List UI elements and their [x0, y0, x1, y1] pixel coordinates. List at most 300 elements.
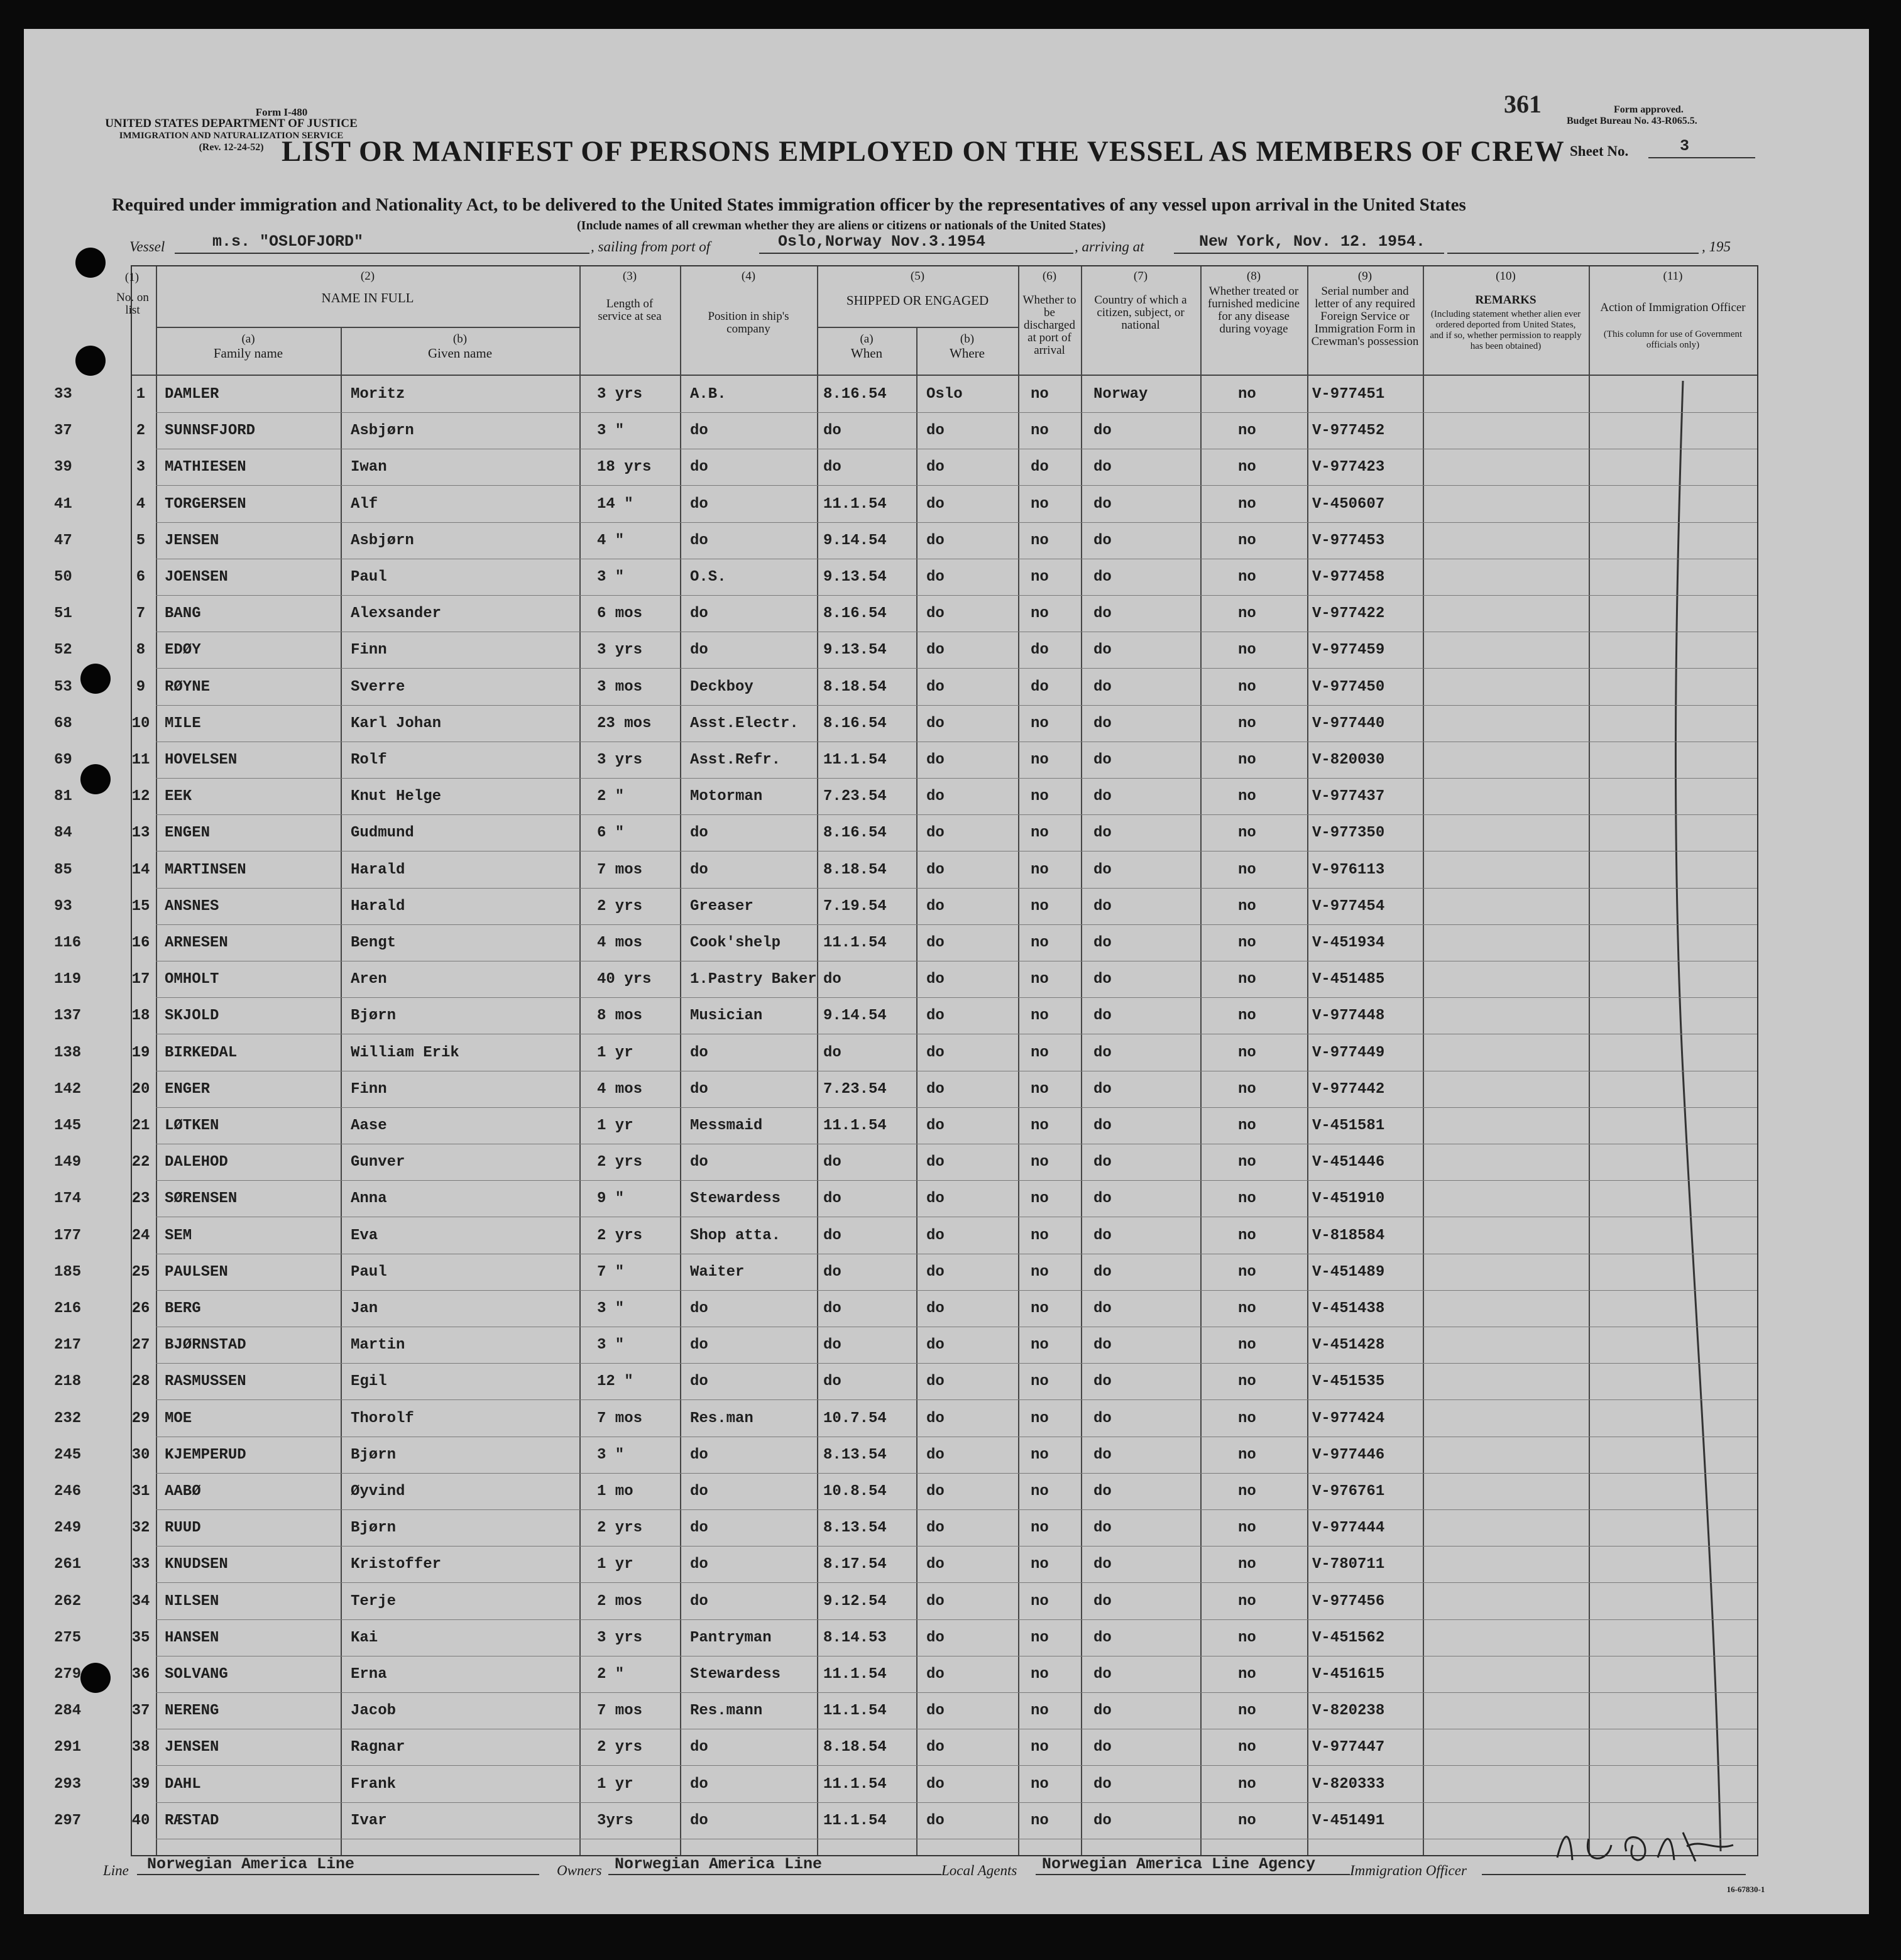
cell-med: no: [1238, 1300, 1256, 1317]
cell-fam: HANSEN: [165, 1629, 219, 1646]
margin-number: 84: [54, 824, 72, 842]
cell-pos: do: [690, 495, 708, 513]
cell-pos: do: [690, 1446, 708, 1464]
cell-len: 2 yrs: [597, 1227, 643, 1244]
cell-ser: V-451615: [1312, 1666, 1385, 1683]
margin-number: 52: [54, 642, 72, 659]
table-row: [54, 1730, 1757, 1766]
cell-n: 37: [131, 1702, 150, 1720]
cell-fam: TORGERSEN: [165, 495, 246, 513]
page-number: 361: [1504, 90, 1542, 118]
col2a-number: (a): [241, 332, 255, 346]
cell-giv: Moritz: [351, 386, 405, 403]
table-row: [54, 413, 1757, 450]
table-row: [54, 1511, 1757, 1547]
arriving-value: New York, Nov. 12. 1954.: [1199, 233, 1426, 251]
vessel-underline: [175, 253, 589, 254]
cell-pos: do: [690, 861, 708, 879]
cell-ser: V-977442: [1312, 1080, 1385, 1098]
row-divider: [156, 595, 1757, 596]
cell-med: no: [1238, 1117, 1256, 1134]
cell-med: no: [1238, 569, 1256, 586]
cell-med: no: [1238, 1410, 1256, 1427]
cell-pos: do: [690, 1483, 708, 1500]
cell-n: 24: [131, 1227, 150, 1244]
cell-med: no: [1238, 1519, 1256, 1537]
table-row: [54, 999, 1757, 1035]
cell-ser: V-976113: [1312, 861, 1385, 879]
cell-ctry: do: [1093, 1227, 1112, 1244]
cell-pos: A.B.: [690, 386, 726, 403]
cell-n: 1: [136, 386, 146, 403]
cell-where: do: [926, 1739, 945, 1756]
col7-number: (7): [1133, 270, 1148, 283]
col8-number: (8): [1246, 270, 1261, 283]
cell-ser: V-451934: [1312, 934, 1385, 951]
cell-len: 7 mos: [597, 861, 643, 879]
footer-code: 16-67830-1: [1726, 1885, 1765, 1894]
cell-fam: MILE: [165, 714, 201, 732]
cell-giv: Sverre: [351, 678, 405, 696]
cell-fam: DAHL: [165, 1775, 201, 1793]
cell-where: do: [926, 1117, 945, 1134]
table-row: [54, 816, 1757, 852]
sheet-value: 3: [1680, 137, 1690, 155]
row-divider: [156, 997, 1757, 998]
cell-ser: V-451535: [1312, 1373, 1385, 1391]
cell-when: 8.16.54: [823, 714, 887, 732]
margin-number: 137: [54, 1007, 82, 1025]
table-row: [54, 706, 1757, 743]
cell-med: no: [1238, 1227, 1256, 1244]
cell-when: 8.13.54: [823, 1519, 887, 1537]
cell-ctry: do: [1093, 861, 1112, 879]
cell-dis: no: [1031, 569, 1049, 586]
cell-ctry: do: [1093, 788, 1112, 806]
cell-ser: V-977437: [1312, 788, 1385, 806]
cell-ser: V-976761: [1312, 1483, 1385, 1500]
cell-ctry: do: [1093, 897, 1112, 915]
margin-number: 261: [54, 1556, 82, 1574]
row-divider: [156, 522, 1757, 523]
cell-ctry: Norway: [1093, 386, 1148, 403]
cell-ctry: do: [1093, 1080, 1112, 1098]
cell-n: 17: [131, 971, 150, 988]
vessel-label: Vessel: [129, 239, 165, 255]
table-row: [54, 889, 1757, 926]
cell-len: 3 ": [597, 1446, 625, 1464]
cell-giv: Erna: [351, 1666, 387, 1683]
cell-where: do: [926, 1702, 945, 1720]
cell-ser: V-977424: [1312, 1410, 1385, 1427]
cell-when: do: [823, 1190, 841, 1208]
margin-number: 53: [54, 678, 72, 696]
cell-med: no: [1238, 714, 1256, 732]
cell-len: 23 mos: [597, 714, 652, 732]
cell-fam: PAULSEN: [165, 1263, 228, 1281]
cell-when: 9.13.54: [823, 569, 887, 586]
cell-dis: no: [1031, 1519, 1049, 1537]
row-divider: [156, 1546, 1757, 1547]
cell-ctry: do: [1093, 1702, 1112, 1720]
cell-n: 8: [136, 642, 146, 659]
cell-fam: RUUD: [165, 1519, 201, 1537]
cell-giv: Asbjørn: [351, 422, 414, 440]
table-row: [54, 853, 1757, 889]
cell-pos: Stewardess: [690, 1190, 781, 1208]
cell-n: 9: [136, 678, 146, 696]
sailing-underline: [759, 253, 1073, 254]
table-row: [54, 670, 1757, 706]
cell-fam: MATHIESEN: [165, 459, 246, 476]
cell-giv: Martin: [351, 1337, 405, 1354]
cell-ser: V-818584: [1312, 1227, 1385, 1244]
cell-ser: V-977459: [1312, 642, 1385, 659]
officer-underline: [1482, 1874, 1746, 1875]
margin-number: 69: [54, 752, 72, 769]
cell-ctry: do: [1093, 422, 1112, 440]
cell-len: 7 ": [597, 1263, 625, 1281]
cell-ctry: do: [1093, 1263, 1112, 1281]
cell-when: 9.12.54: [823, 1592, 887, 1610]
cell-med: no: [1238, 1556, 1256, 1574]
cell-med: no: [1238, 386, 1256, 403]
cell-ctry: do: [1093, 642, 1112, 659]
cell-n: 16: [131, 934, 150, 951]
agents-value: Norwegian America Line Agency: [1042, 1855, 1316, 1873]
col4-header: Position in ship's company: [708, 310, 789, 336]
cell-med: no: [1238, 1337, 1256, 1354]
cell-when: 9.13.54: [823, 642, 887, 659]
cell-fam: BIRKEDAL: [165, 1044, 238, 1061]
table-row: [54, 1364, 1757, 1401]
col2b-header: Given name: [427, 346, 493, 361]
cell-dis: no: [1031, 532, 1049, 549]
cell-when: 8.16.54: [823, 605, 887, 623]
cell-med: no: [1238, 678, 1256, 696]
cell-when: 11.1.54: [823, 1666, 887, 1683]
col7-header: Country of which a citizen, subject, or national: [1094, 293, 1187, 332]
cell-giv: Anna: [351, 1190, 387, 1208]
form-number: Form I-480: [255, 106, 308, 118]
table-row: [54, 1145, 1757, 1181]
cell-pos: Res.mann: [690, 1702, 763, 1720]
table-row: [54, 1474, 1757, 1511]
cell-dis: no: [1031, 1227, 1049, 1244]
cell-n: 6: [136, 569, 146, 586]
cell-where: do: [926, 934, 945, 951]
cell-giv: Ivar: [351, 1812, 387, 1829]
cell-med: no: [1238, 1629, 1256, 1646]
cell-where: do: [926, 1154, 945, 1171]
col10-title: REMARKS: [1475, 293, 1537, 307]
cell-fam: OMHOLT: [165, 971, 219, 988]
margin-number: 142: [54, 1080, 82, 1098]
cell-ser: V-451485: [1312, 971, 1385, 988]
cell-med: no: [1238, 897, 1256, 915]
cell-ser: V-977453: [1312, 532, 1385, 549]
cell-ctry: do: [1093, 495, 1112, 513]
cell-giv: Bjørn: [351, 1519, 397, 1537]
cell-giv: Terje: [351, 1592, 397, 1610]
cell-where: do: [926, 861, 945, 879]
cell-giv: Jacob: [351, 1702, 397, 1720]
cell-giv: Alexsander: [351, 605, 442, 623]
cell-ctry: do: [1093, 1190, 1112, 1208]
cell-giv: Rolf: [351, 752, 387, 769]
cell-n: 19: [131, 1044, 150, 1061]
line-underline: [137, 1874, 539, 1875]
row-divider: [156, 1619, 1757, 1620]
manifest-sheet: [24, 29, 1869, 1914]
cell-len: 2 ": [597, 788, 625, 806]
cell-dis: do: [1031, 678, 1049, 696]
cell-when: 11.1.54: [823, 495, 887, 513]
cell-pos: Waiter: [690, 1263, 745, 1281]
cell-dis: no: [1031, 1410, 1049, 1427]
col5-number: (5): [910, 270, 925, 283]
line-label: Line: [103, 1863, 129, 1878]
cell-giv: Bjørn: [351, 1446, 397, 1464]
col10-header: (Including statement whether alien ever ordered deported from United States, and if so, whether permission to reapply has been obtained): [1430, 309, 1582, 351]
cell-where: do: [926, 1592, 945, 1610]
cell-med: no: [1238, 934, 1256, 951]
table-row: [54, 1804, 1757, 1840]
cell-med: no: [1238, 1666, 1256, 1683]
include-note: (Include names of all crewman whether they are aliens or citizens or nationals of the United States): [577, 219, 1106, 233]
cell-fam: SKJOLD: [165, 1007, 219, 1025]
cell-where: do: [926, 605, 945, 623]
cell-med: no: [1238, 1812, 1256, 1829]
margin-number: 262: [54, 1592, 82, 1610]
cell-n: 33: [131, 1556, 150, 1574]
cell-ser: V-977451: [1312, 386, 1385, 403]
cell-fam: ENGER: [165, 1080, 211, 1098]
cell-dis: no: [1031, 752, 1049, 769]
row-divider: [156, 888, 1757, 889]
cell-giv: Harald: [351, 861, 405, 879]
cell-len: 6 ": [597, 824, 625, 842]
cell-n: 39: [131, 1775, 150, 1793]
cell-len: 4 ": [597, 532, 625, 549]
cell-pos: do: [690, 1775, 708, 1793]
cell-pos: O.S.: [690, 569, 726, 586]
cell-pos: do: [690, 1739, 708, 1756]
cell-ctry: do: [1093, 1300, 1112, 1317]
cell-dis: no: [1031, 897, 1049, 915]
cell-dis: no: [1031, 1044, 1049, 1061]
cell-len: 6 mos: [597, 605, 643, 623]
margin-number: 47: [54, 532, 72, 549]
cell-when: 8.18.54: [823, 1739, 887, 1756]
margin-number: 85: [54, 861, 72, 879]
cell-len: 7 mos: [597, 1410, 643, 1427]
margin-number: 218: [54, 1373, 82, 1391]
col11-title: Action of Immigration Officer: [1600, 301, 1746, 314]
cell-fam: SØRENSEN: [165, 1190, 238, 1208]
cell-dis: no: [1031, 714, 1049, 732]
row-divider: [156, 1509, 1757, 1510]
cell-ctry: do: [1093, 1117, 1112, 1134]
cell-fam: MOE: [165, 1410, 192, 1427]
cell-med: no: [1238, 1775, 1256, 1793]
cell-n: 28: [131, 1373, 150, 1391]
cell-when: do: [823, 971, 841, 988]
margin-number: 284: [54, 1702, 82, 1720]
cell-ctry: do: [1093, 459, 1112, 476]
table-row: [54, 1255, 1757, 1291]
table-row: [54, 450, 1757, 486]
row-divider: [156, 1363, 1757, 1364]
cell-pos: do: [690, 642, 708, 659]
row-divider: [156, 412, 1757, 413]
cell-pos: Shop atta.: [690, 1227, 781, 1244]
margin-number: 68: [54, 714, 72, 732]
row-divider: [156, 1582, 1757, 1583]
col3-header: Length of service at sea: [598, 297, 662, 323]
page-title: LIST OR MANIFEST OF PERSONS EMPLOYED ON THE VESSEL AS MEMBERS OF CREW: [282, 135, 1565, 168]
cell-when: do: [823, 1300, 841, 1317]
cell-when: 8.18.54: [823, 678, 887, 696]
cell-ctry: do: [1093, 1739, 1112, 1756]
cell-dis: no: [1031, 1263, 1049, 1281]
cell-where: do: [926, 1446, 945, 1464]
cell-ser: V-977452: [1312, 422, 1385, 440]
cell-dis: no: [1031, 1080, 1049, 1098]
cell-giv: Kristoffer: [351, 1556, 442, 1574]
cell-when: do: [823, 1337, 841, 1354]
cell-dis: no: [1031, 1483, 1049, 1500]
cell-dis: no: [1031, 386, 1049, 403]
cell-med: no: [1238, 1373, 1256, 1391]
cell-dis: no: [1031, 605, 1049, 623]
table-row: [54, 1401, 1757, 1438]
col10-number: (10): [1496, 270, 1516, 283]
table-row: [54, 1218, 1757, 1255]
cell-dis: no: [1031, 1190, 1049, 1208]
cell-when: 8.16.54: [823, 824, 887, 842]
cell-n: 7: [136, 605, 146, 623]
service-name: IMMIGRATION AND NATURALIZATION SERVICE: [119, 131, 344, 141]
cell-med: no: [1238, 788, 1256, 806]
cell-where: do: [926, 1483, 945, 1500]
margin-number: 216: [54, 1300, 82, 1317]
cell-where: do: [926, 1190, 945, 1208]
cell-dis: no: [1031, 1373, 1049, 1391]
cell-when: do: [823, 1227, 841, 1244]
cell-pos: Cook'shelp: [690, 934, 781, 951]
col3-number: (3): [622, 270, 637, 283]
cell-med: no: [1238, 642, 1256, 659]
cell-n: 15: [131, 897, 150, 915]
cell-when: 8.18.54: [823, 861, 887, 879]
cell-dis: no: [1031, 422, 1049, 440]
cell-ser: V-977440: [1312, 714, 1385, 732]
cell-dis: no: [1031, 1154, 1049, 1171]
cell-where: do: [926, 1410, 945, 1427]
cell-giv: Iwan: [351, 459, 387, 476]
cell-med: no: [1238, 1044, 1256, 1061]
cell-dis: no: [1031, 1666, 1049, 1683]
cell-ser: V-977423: [1312, 459, 1385, 476]
cell-where: do: [926, 752, 945, 769]
cell-ctry: do: [1093, 1373, 1112, 1391]
year-suffix: , 195: [1702, 239, 1731, 255]
cell-pos: do: [690, 1812, 708, 1829]
col8-header: Whether treated or furnished medicine for any disease during voyage: [1207, 285, 1300, 336]
cell-n: 31: [131, 1483, 150, 1500]
cell-pos: Pantryman: [690, 1629, 772, 1646]
cell-when: 7.23.54: [823, 788, 887, 806]
cell-giv: Finn: [351, 642, 387, 659]
cell-med: no: [1238, 1739, 1256, 1756]
cell-where: do: [926, 1227, 945, 1244]
revision-date: (Rev. 12-24-52): [199, 142, 264, 153]
cell-pos: do: [690, 605, 708, 623]
cell-fam: SUNNSFJORD: [165, 422, 256, 440]
cell-ctry: do: [1093, 1775, 1112, 1793]
col6-header: Whether to be discharged at port of arrival: [1022, 293, 1077, 357]
cell-med: no: [1238, 459, 1256, 476]
cell-ctry: do: [1093, 1812, 1112, 1829]
cell-len: 3 yrs: [597, 642, 643, 659]
subheader-divider: [817, 327, 1018, 328]
cell-ser: V-451428: [1312, 1337, 1385, 1354]
cell-len: 1 mo: [597, 1483, 633, 1500]
cell-pos: do: [690, 459, 708, 476]
table-row: [54, 377, 1757, 413]
officer-signature: [1551, 1814, 1739, 1870]
year-underline: [1447, 253, 1699, 254]
cell-fam: SEM: [165, 1227, 192, 1244]
cell-n: 38: [131, 1739, 150, 1756]
table-row: [54, 1621, 1757, 1657]
row-divider: [156, 668, 1757, 669]
cell-dis: no: [1031, 495, 1049, 513]
punch-hole: [80, 664, 111, 694]
punch-hole: [80, 764, 111, 794]
form-approved: Form approved.: [1614, 104, 1684, 115]
cell-med: no: [1238, 1263, 1256, 1281]
cell-n: 27: [131, 1337, 150, 1354]
cell-where: do: [926, 495, 945, 513]
cell-where: do: [926, 569, 945, 586]
cell-when: do: [823, 459, 841, 476]
cell-dis: no: [1031, 1117, 1049, 1134]
cell-n: 34: [131, 1592, 150, 1610]
cell-when: 11.1.54: [823, 1117, 887, 1134]
cell-when: 10.7.54: [823, 1410, 887, 1427]
cell-len: 4 mos: [597, 934, 643, 951]
cell-giv: Kai: [351, 1629, 378, 1646]
cell-n: 29: [131, 1410, 150, 1427]
punch-hole: [80, 1663, 111, 1693]
cell-ctry: do: [1093, 1556, 1112, 1574]
cell-ser: V-977447: [1312, 1739, 1385, 1756]
cell-where: do: [926, 459, 945, 476]
cell-where: do: [926, 1629, 945, 1646]
table-row: [54, 1767, 1757, 1804]
cell-where: do: [926, 678, 945, 696]
table-row: [54, 1584, 1757, 1621]
cell-fam: JOENSEN: [165, 569, 228, 586]
row-divider: [156, 1107, 1757, 1108]
cell-fam: DAMLER: [165, 386, 219, 403]
table-row: [54, 596, 1757, 633]
cell-where: do: [926, 1373, 945, 1391]
cell-dis: no: [1031, 788, 1049, 806]
table-row: [54, 962, 1757, 999]
